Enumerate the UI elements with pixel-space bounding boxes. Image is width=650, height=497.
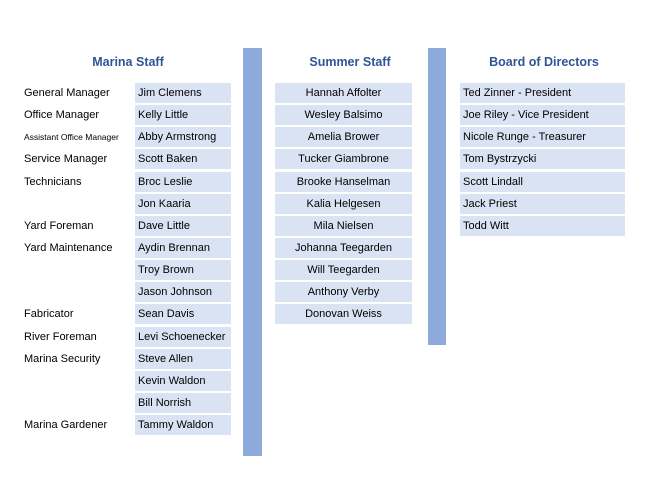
marina-roles-column [24,83,136,437]
summer-staff-cell: Brooke Hanselman [275,172,412,192]
staff-name-cell: Broc Leslie [135,172,231,192]
board-of-directors-heading: Board of Directors [489,55,599,69]
summer-staff-cell: Amelia Brower [275,127,412,147]
role-label: General Manager [24,87,110,99]
staff-name-cell: Jason Johnson [135,282,231,302]
staff-name-cell: Jon Kaaria [135,194,231,214]
role-label: Assistant Office Manager [24,132,119,143]
role-label: Office Manager [24,109,100,122]
role-label: Yard Maintenance [24,241,113,254]
staff-name-cell: Kevin Waldon [135,371,231,391]
staff-name-cell: Sean Davis [135,304,231,324]
staff-name-cell: Troy Brown [135,260,231,280]
role-label [24,194,136,214]
divider-right [428,48,446,345]
role-label: Yard Foreman [24,219,94,232]
staff-name-cell: Aydin Brennan [135,238,231,258]
director-cell: Joe Riley - Vice President [460,105,625,125]
role-label: Service Manager [24,153,108,166]
role-label [24,260,136,280]
board-column [460,83,625,238]
summer-staff-heading: Summer Staff [309,55,391,69]
staff-name-cell: Scott Baken [135,149,231,169]
role-label [24,282,136,302]
summer-staff-cell: Johanna Teegarden [275,238,412,258]
summer-staff-cell: Will Teegarden [275,260,412,280]
director-cell: Ted Zinner - President [460,83,625,103]
staff-name-cell: Levi Schoenecker [135,327,231,347]
marina-names-column [135,83,231,437]
summer-staff-cell: Tucker Giambrone [275,149,412,169]
summer-staff-cell: Kalia Helgesen [275,194,412,214]
summer-staff-cell: Hannah Affolter [275,83,412,103]
staff-name-cell: Dave Little [135,216,231,236]
director-cell: Scott Lindall [460,172,625,192]
role-label: Marina Security [24,352,101,365]
role-label [24,393,136,413]
summer-staff-cell: Anthony Verby [275,282,412,302]
role-label: Fabricator [24,308,74,321]
role-label: Technicians [24,175,82,188]
staff-name-cell: Steve Allen [135,349,231,369]
summer-staff-cell: Mila Nielsen [275,216,412,236]
director-cell: Jack Priest [460,194,625,214]
divider-left [243,48,262,456]
staff-name-cell: Jim Clemens [135,83,231,103]
summer-staff-cell: Wesley Balsimo [275,105,412,125]
director-cell: Tom Bystrzycki [460,149,625,169]
summer-staff-column [275,83,412,327]
staff-name-cell: Tammy Waldon [135,415,231,435]
staff-name-cell: Abby Armstrong [135,127,231,147]
director-cell: Nicole Runge - Treasurer [460,127,625,147]
role-label: Marina Gardener [24,419,108,432]
marina-staff-heading: Marina Staff [92,55,164,69]
role-label [24,371,136,391]
director-cell: Todd Witt [460,216,625,236]
role-label: River Foreman [24,330,97,343]
staff-name-cell: Bill Norrish [135,393,231,413]
staff-name-cell: Kelly Little [135,105,231,125]
summer-staff-cell: Donovan Weiss [275,304,412,324]
